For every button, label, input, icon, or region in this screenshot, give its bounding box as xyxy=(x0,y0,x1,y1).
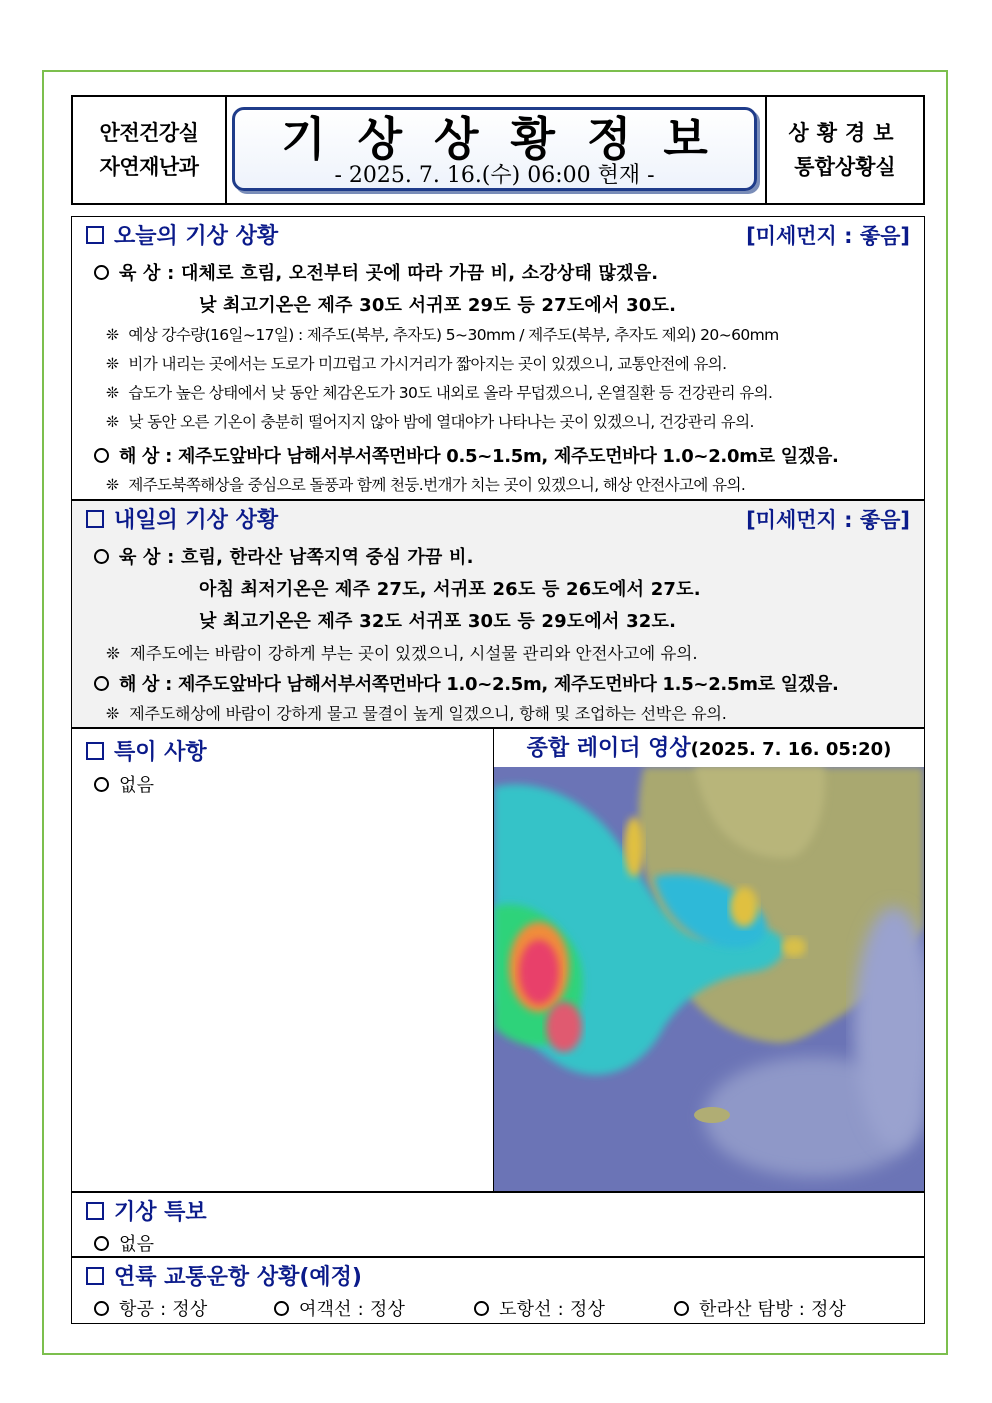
today-fine-dust: [미세먼지 : 좋음] xyxy=(746,224,910,248)
tomorrow-land-max: 낮 최고기온은 제주 32도 서귀포 30도 등 29도에서 32도. xyxy=(199,611,677,632)
today-note-1-text: 예상 강수량(16일~17일) : 제주도(북부, 추자도) 5~30mm / 제주도(북부, 추자도 제외) 20~60mm xyxy=(128,326,779,344)
today-sea xyxy=(94,442,839,468)
radar-section xyxy=(493,728,925,1192)
today-note-1 xyxy=(106,323,779,345)
tomorrow-land xyxy=(94,543,474,569)
department-line-2: 자연재난과 xyxy=(99,155,199,179)
tomorrow-fine-dust: [미세먼지 : 좋음] xyxy=(746,508,910,532)
tomorrow-land-note xyxy=(106,640,698,664)
checkbox-icon xyxy=(86,226,104,244)
tomorrow-title xyxy=(86,503,278,534)
title-box xyxy=(232,107,757,191)
traffic-island-boat-text: 도항선 : 정상 xyxy=(499,1299,606,1320)
warning-section xyxy=(71,1192,925,1257)
tomorrow-land-min: 아침 최저기온은 제주 27도, 서귀포 26도 등 26도에서 27도. xyxy=(199,579,701,600)
today-title-text: 오늘의 기상 상황 xyxy=(114,224,279,249)
page-title: 기상상황정보 xyxy=(281,112,740,166)
asterisk-icon: ❊ xyxy=(106,704,120,723)
radar-title xyxy=(494,731,924,762)
special-title-text: 특이 사항 xyxy=(114,740,207,765)
tomorrow-title-text: 내일의 기상 상황 xyxy=(114,508,279,533)
today-land-temp: 낮 최고기온은 제주 30도 서귀포 29도 등 27도에서 30도. xyxy=(199,295,677,316)
traffic-hallasan xyxy=(674,1295,846,1321)
warning-title xyxy=(86,1195,207,1226)
circle-bullet-icon xyxy=(274,1301,289,1316)
warning-item-text: 없음 xyxy=(119,1234,155,1255)
checkbox-icon xyxy=(86,1267,104,1285)
circle-bullet-icon xyxy=(94,549,109,564)
special-item-text: 없음 xyxy=(119,775,155,796)
tomorrow-sea xyxy=(94,670,839,696)
today-note-4 xyxy=(106,410,754,432)
checkbox-icon xyxy=(86,1202,104,1220)
department-line-1: 안전건강실 xyxy=(99,121,199,145)
circle-bullet-icon xyxy=(94,676,109,691)
warning-title-text: 기상 특보 xyxy=(114,1200,207,1225)
today-note-3-text: 습도가 높은 상태에서 낮 동안 체감온도가 30도 내외로 올라 무덥겠으니, 온열질환 등 건강관리 유의. xyxy=(128,384,773,402)
circle-bullet-icon xyxy=(94,777,109,792)
today-note-2 xyxy=(106,352,727,374)
circle-bullet-icon xyxy=(94,448,109,463)
today-land-text: 육 상 : 대체로 흐림, 오전부터 곳에 따라 가끔 비, 소강상태 많겠음. xyxy=(119,263,659,284)
special-item xyxy=(94,771,154,797)
checkbox-icon xyxy=(86,510,104,528)
department-block xyxy=(73,97,227,203)
today-note-4-text: 낮 동안 오른 기온이 충분히 떨어지지 않아 밤에 열대야가 나타나는 곳이 있겠으니, 건강관리 유의. xyxy=(128,413,754,431)
traffic-section xyxy=(71,1257,925,1324)
tomorrow-land-text: 육 상 : 흐림, 한라산 남쪽지역 중심 가끔 비. xyxy=(119,547,474,568)
radar-image xyxy=(494,767,924,1191)
report-datetime: - 2025. 7. 16.(수) 06:00 현재 - xyxy=(334,163,655,188)
today-section xyxy=(71,216,925,500)
today-note-2-text: 비가 내리는 곳에서는 도로가 미끄럽고 가시거리가 짧아지는 곳이 있겠으니, 교통안전에 유의. xyxy=(128,355,727,373)
asterisk-icon: ❊ xyxy=(106,355,119,373)
today-title xyxy=(86,219,278,250)
tomorrow-sea-text: 해 상 : 제주도앞바다 남해서부서쪽먼바다 1.0~2.5m, 제주도먼바다 1.5~2.5m로 일겠음. xyxy=(119,674,839,695)
radar-time: (2025. 7. 16. 05:20) xyxy=(690,739,892,760)
circle-bullet-icon xyxy=(94,1236,109,1251)
special-title xyxy=(86,735,207,766)
traffic-hallasan-text: 한라산 탐방 : 정상 xyxy=(699,1299,847,1320)
today-sea-note-text: 제주도북쪽해상을 중심으로 돌풍과 함께 천둥.번개가 치는 곳이 있겠으니, 해상 안전사고에 유의. xyxy=(128,476,746,494)
asterisk-icon: ❊ xyxy=(106,644,120,663)
tomorrow-section xyxy=(71,500,925,728)
warning-item xyxy=(94,1230,154,1256)
today-sea-note xyxy=(106,473,745,495)
circle-bullet-icon xyxy=(674,1301,689,1316)
document-header xyxy=(71,95,925,205)
checkbox-icon xyxy=(86,742,104,760)
traffic-ferry-text: 여객선 : 정상 xyxy=(299,1299,406,1320)
today-sea-text: 해 상 : 제주도앞바다 남해서부서쪽먼바다 0.5~1.5m, 제주도먼바다 1.0~2.0m로 일겠음. xyxy=(119,446,839,467)
radar-map xyxy=(494,767,924,1191)
asterisk-icon: ❊ xyxy=(106,384,119,402)
special-section xyxy=(71,728,494,1192)
traffic-ferry xyxy=(274,1295,405,1321)
asterisk-icon: ❊ xyxy=(106,476,119,494)
office-line-2: 통합상황실 xyxy=(794,155,896,179)
office-block xyxy=(765,97,923,203)
tomorrow-sea-note xyxy=(106,701,727,724)
asterisk-icon: ❊ xyxy=(106,413,119,431)
tomorrow-land-note-text: 제주도에는 바람이 강하게 부는 곳이 있겠으니, 시설물 관리와 안전사고에 유의. xyxy=(129,644,698,663)
radar-title-text: 종합 레이더 영상 xyxy=(526,736,691,761)
today-land xyxy=(94,259,658,285)
traffic-title-text: 연륙 교통운항 상황(예정) xyxy=(114,1265,362,1290)
traffic-air-text: 항공 : 정상 xyxy=(119,1299,208,1320)
traffic-title xyxy=(86,1260,362,1291)
asterisk-icon: ❊ xyxy=(106,326,119,344)
traffic-air xyxy=(94,1295,207,1321)
traffic-island-boat xyxy=(474,1295,605,1321)
circle-bullet-icon xyxy=(474,1301,489,1316)
today-note-3 xyxy=(106,381,772,403)
office-line-1: 상황경보 xyxy=(788,121,902,145)
tomorrow-sea-note-text: 제주도해상에 바람이 강하게 물고 물결이 높게 일겠으니, 항해 및 조업하는 선박은 유의. xyxy=(129,704,727,723)
circle-bullet-icon xyxy=(94,265,109,280)
circle-bullet-icon xyxy=(94,1301,109,1316)
